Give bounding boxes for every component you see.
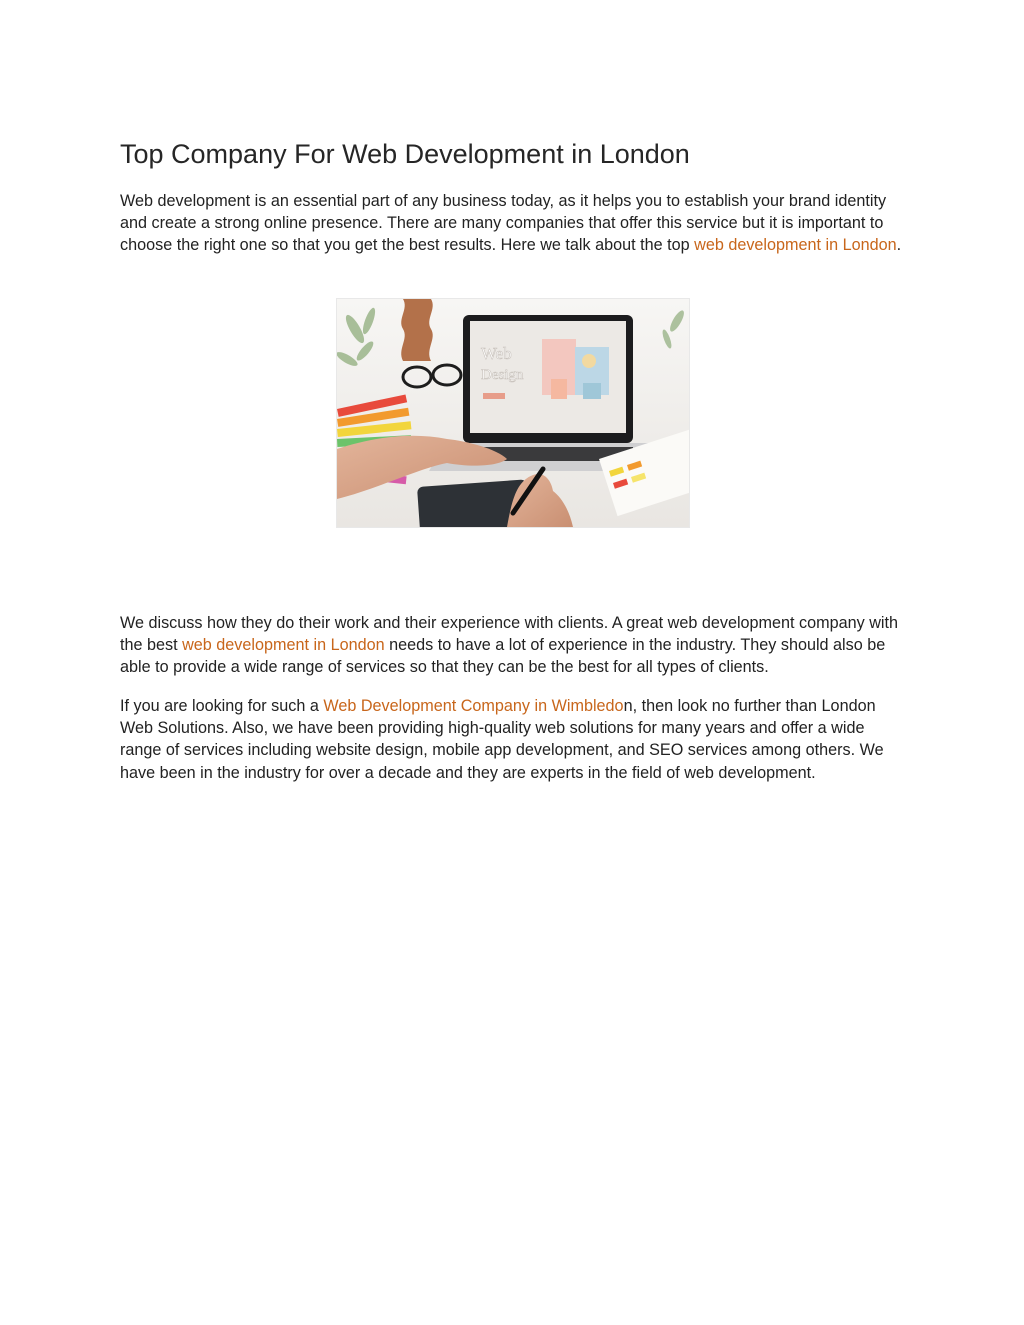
paragraph-text: needs to have a lot of experience in the industry. They should also be able to provide a wide range of services so that they can be the best for all types of clients. bbox=[120, 636, 886, 677]
web-design-laptop-image bbox=[336, 298, 690, 528]
paragraph-text: n, then look no further than London Web Solutions. Also, we have been providing high-quality web solutions for many years and offer a wide range of services including website design, mobile app development, and SEO services among others. We have been in the industry for over a decade and they are experts in the field of web development. bbox=[120, 697, 884, 782]
web-development-london-link-2[interactable]: web development in London bbox=[182, 636, 385, 655]
body-paragraph-2 bbox=[120, 612, 910, 679]
vase bbox=[401, 299, 432, 361]
paragraph-text: If you are looking for such a bbox=[120, 697, 324, 715]
body-paragraph-3 bbox=[120, 695, 910, 784]
screen-text-web: Web bbox=[481, 344, 512, 363]
laptop-illustration bbox=[337, 299, 689, 527]
page-title: Top Company For Web Development in London bbox=[120, 139, 690, 169]
paragraph-text: Web development is an essential part of any business today, as it helps you to establish your brand identity and create a strong online presence. There are many companies that offer this service but it is important to choose the right one so that you get the best results. Here we talk about the top bbox=[120, 192, 887, 255]
paragraph-text: We discuss how they do their work and their experience with clients. A great web development company with the best bbox=[120, 614, 899, 655]
wimbledon-company-link[interactable]: Web Development Company in Wimbledo bbox=[323, 697, 624, 715]
screen-text-design: Design bbox=[481, 367, 524, 383]
intro-paragraph bbox=[120, 190, 910, 257]
paragraph-text: . bbox=[896, 236, 902, 255]
web-development-london-link[interactable]: web development in London bbox=[694, 236, 897, 255]
